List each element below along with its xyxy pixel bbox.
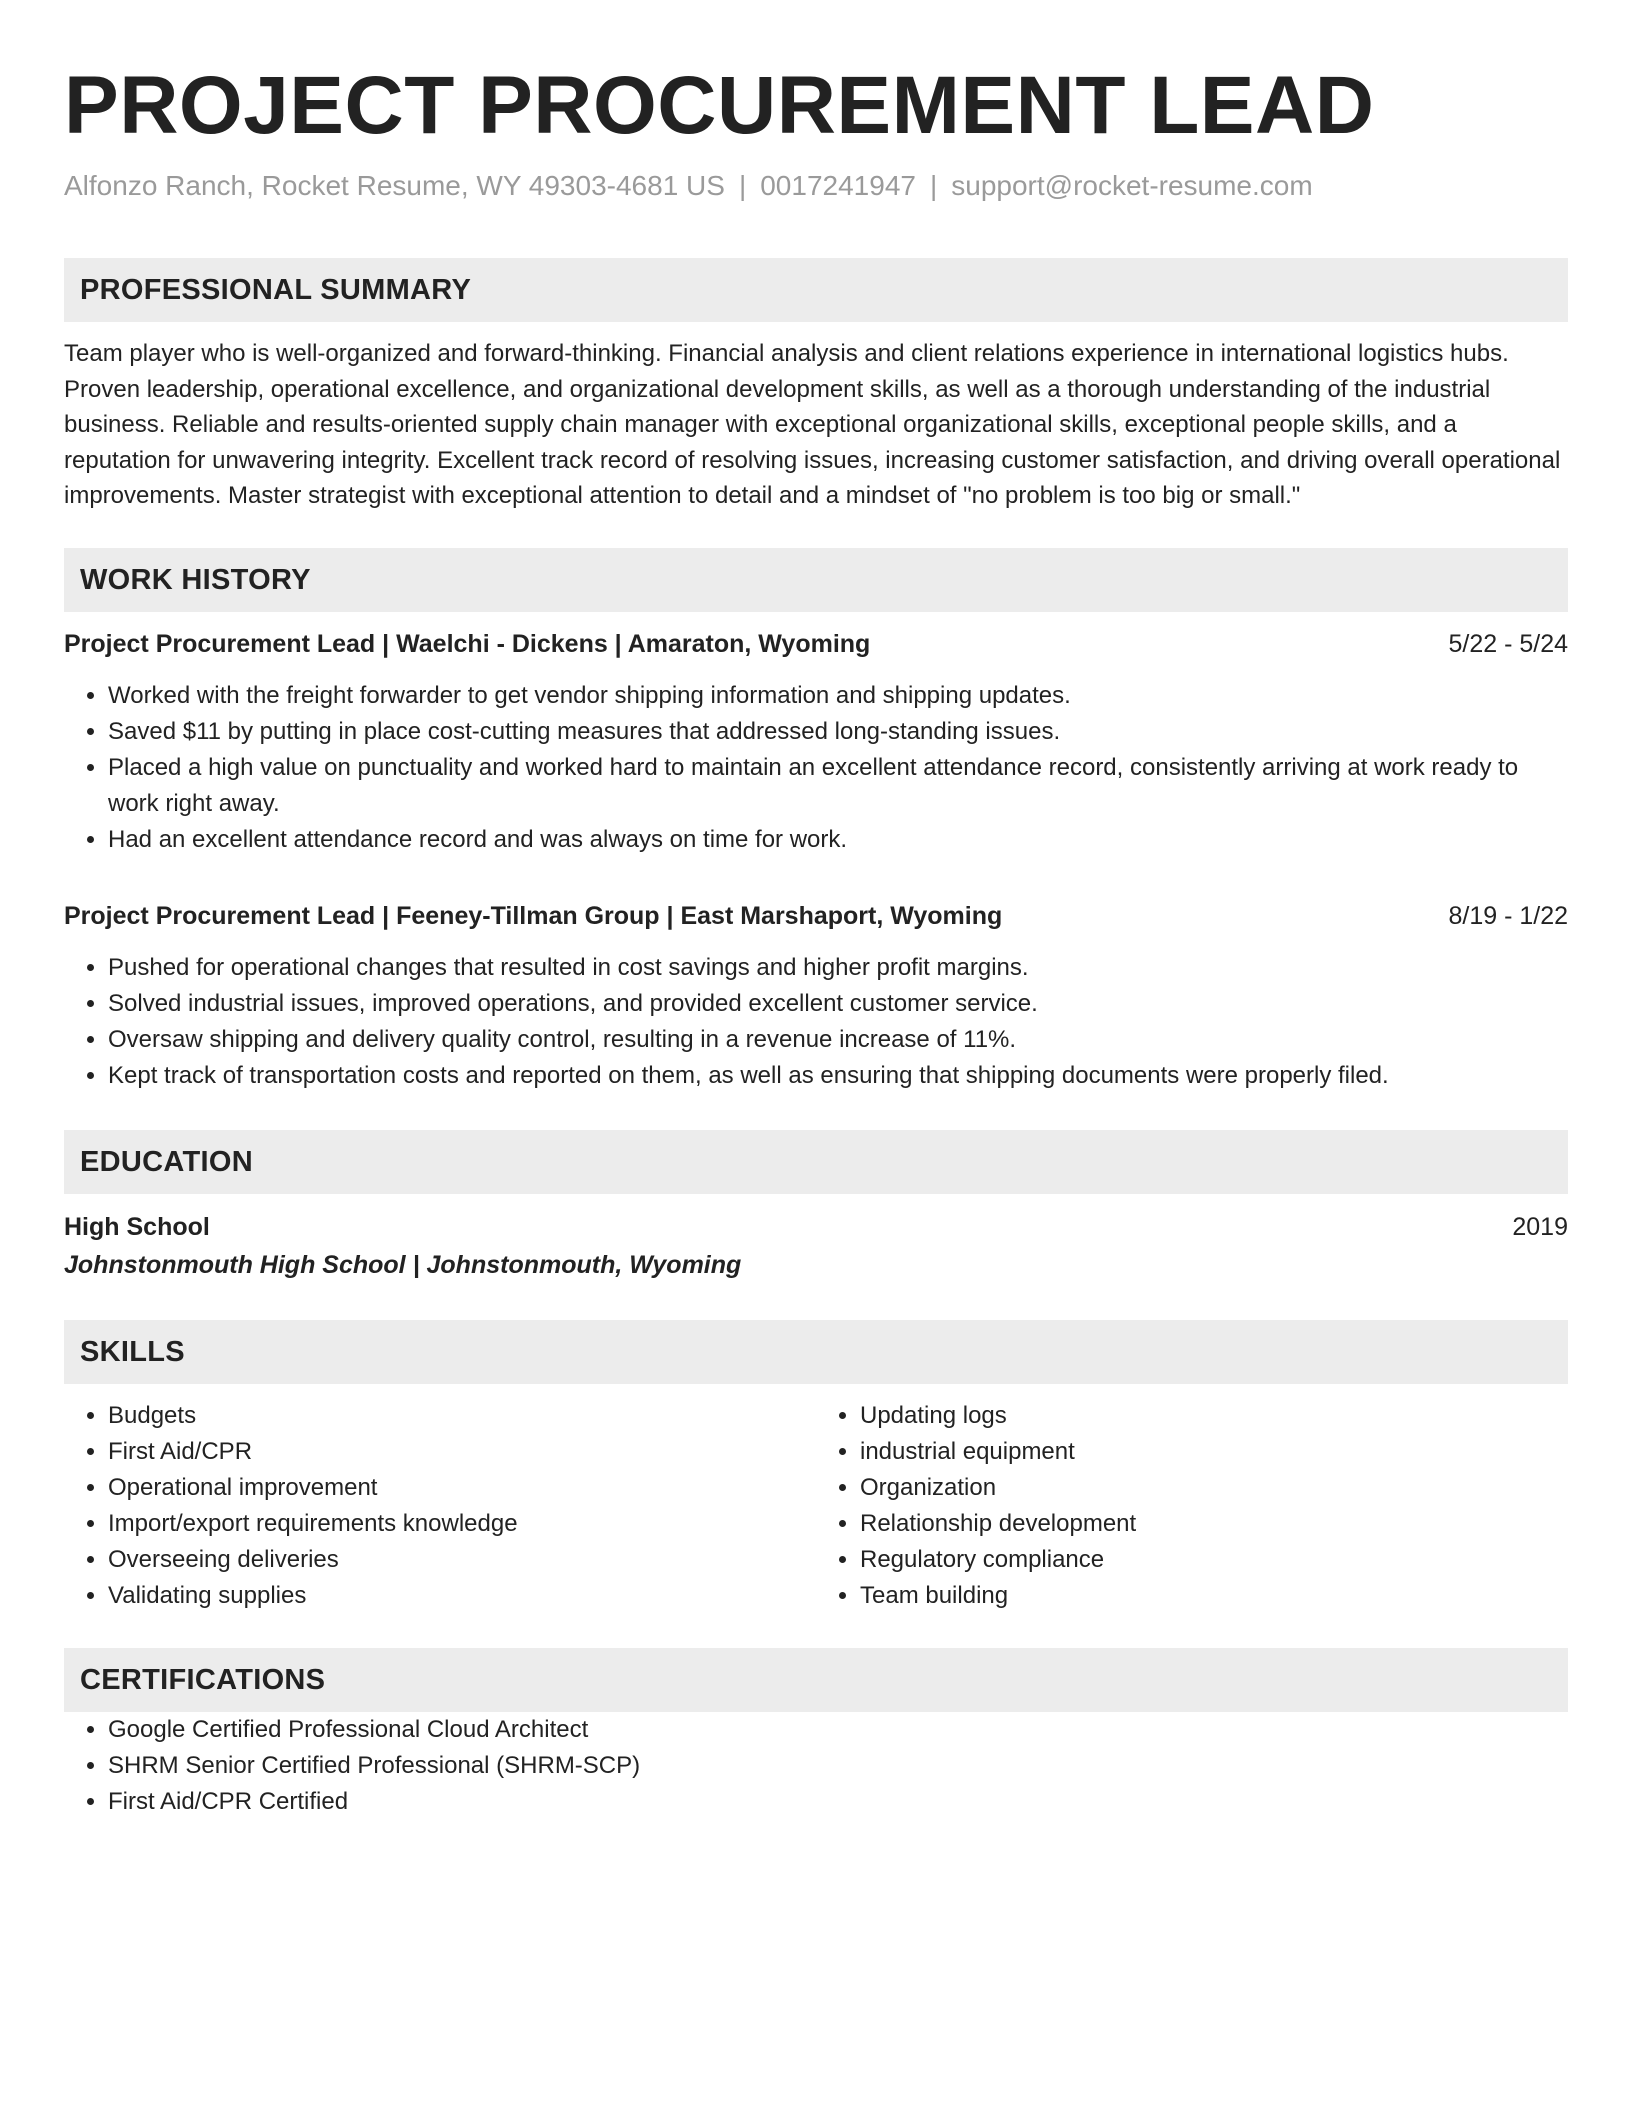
contact-separator: | (929, 170, 938, 201)
section-heading-work-history: WORK HISTORY (64, 548, 1568, 612)
job-bullet: • Oversaw shipping and delivery quality control, resulting in a revenue increase of 11%. (108, 1022, 1568, 1058)
contact-line (64, 166, 1568, 206)
job-bullet: • Kept track of transportation costs and reported on them, as well as ensuring that shipping documents were properly filed. (108, 1058, 1568, 1094)
certification-item: • Google Certified Professional Cloud Architect (108, 1712, 1568, 1748)
skill-item: • Operational improvement (108, 1470, 816, 1506)
certifications-list (64, 1712, 1568, 1820)
skill-item: • First Aid/CPR (108, 1434, 816, 1470)
certification-item: • SHRM Senior Certified Professional (SHRM-SCP) (108, 1748, 1568, 1784)
section-heading-certifications: CERTIFICATIONS (64, 1648, 1568, 1712)
section-heading-education: EDUCATION (64, 1130, 1568, 1194)
contact-address: Alfonzo Ranch, Rocket Resume, WY 49303-4681 US (64, 170, 725, 201)
contact-email: support@rocket-resume.com (951, 170, 1313, 201)
resume-name: PROJECT PROCUREMENT LEAD (64, 60, 1375, 151)
skills-column-left (64, 1398, 816, 1614)
section-heading-skills: SKILLS (64, 1320, 1568, 1384)
skills-list-left (64, 1398, 816, 1614)
job-bullets (64, 678, 1568, 858)
skill-item: • Validating supplies (108, 1578, 816, 1614)
certification-item: • First Aid/CPR Certified (108, 1784, 1568, 1820)
job-bullet: • Worked with the freight forwarder to get vendor shipping information and shipping updates. (108, 678, 1568, 714)
job-entry (64, 626, 1568, 858)
job-bullet: • Had an excellent attendance record and was always on time for work. (108, 822, 1568, 858)
contact-phone: 0017241947 (760, 170, 916, 201)
education-school: Johnstonmouth High School | Johnstonmouth, Wyoming (64, 1250, 742, 1279)
job-bullet: • Pushed for operational changes that resulted in cost savings and higher profit margins. (108, 950, 1568, 986)
skill-item: • Updating logs (860, 1398, 1568, 1434)
job-header (64, 898, 1568, 934)
education-header (64, 1208, 1568, 1246)
skills-column-right (816, 1398, 1568, 1614)
summary-text: Team player who is well-organized and forward-thinking. Financial analysis and client relations experience in international logistics hubs. Proven leadership, operational excellence, and organizational development skills, as well as a thorough understanding of the industrial business. Reliable and results-oriented supply chain manager with exceptional organizational skills, exceptional people skills, and a reputation for unwavering integrity. Excellent track record of resolving issues, increasing customer satisfaction, and driving overall operational improvements. Master strategist with exceptional attention to detail and a mindset of "no problem is too big or small." (64, 340, 1561, 509)
job-bullet: • Solved industrial issues, improved operations, and provided excellent customer service. (108, 986, 1568, 1022)
skill-item: • Import/export requirements knowledge (108, 1506, 816, 1542)
skill-item: • Budgets (108, 1398, 816, 1434)
skill-item: • Organization (860, 1470, 1568, 1506)
job-title: Project Procurement Lead | Feeney-Tillman Group | East Marshaport, Wyoming (64, 901, 1003, 930)
job-bullet: • Saved $11 by putting in place cost-cutting measures that addressed long-standing issues. (108, 714, 1568, 750)
job-entry (64, 898, 1568, 1094)
job-dates: 5/22 - 5/24 (1448, 629, 1568, 658)
job-bullets (64, 950, 1568, 1094)
education-year: 2019 (1512, 1212, 1568, 1241)
skill-item: • Relationship development (860, 1506, 1568, 1542)
job-bullet: • Placed a high value on punctuality and worked hard to maintain an excellent attendance record, consistently arriving at work ready to work right away. (108, 750, 1568, 822)
job-title: Project Procurement Lead | Waelchi - Dickens | Amaraton, Wyoming (64, 629, 871, 658)
education-degree: High School (64, 1212, 210, 1241)
skill-item: • industrial equipment (860, 1434, 1568, 1470)
contact-separator: | (738, 170, 747, 201)
job-dates: 8/19 - 1/22 (1448, 901, 1568, 930)
skills-grid (64, 1398, 1568, 1614)
skills-list-right (816, 1398, 1568, 1614)
job-header (64, 626, 1568, 662)
skill-item: • Team building (860, 1578, 1568, 1614)
section-heading-summary: PROFESSIONAL SUMMARY (64, 258, 1568, 322)
skill-item: • Regulatory compliance (860, 1542, 1568, 1578)
skill-item: • Overseeing deliveries (108, 1542, 816, 1578)
